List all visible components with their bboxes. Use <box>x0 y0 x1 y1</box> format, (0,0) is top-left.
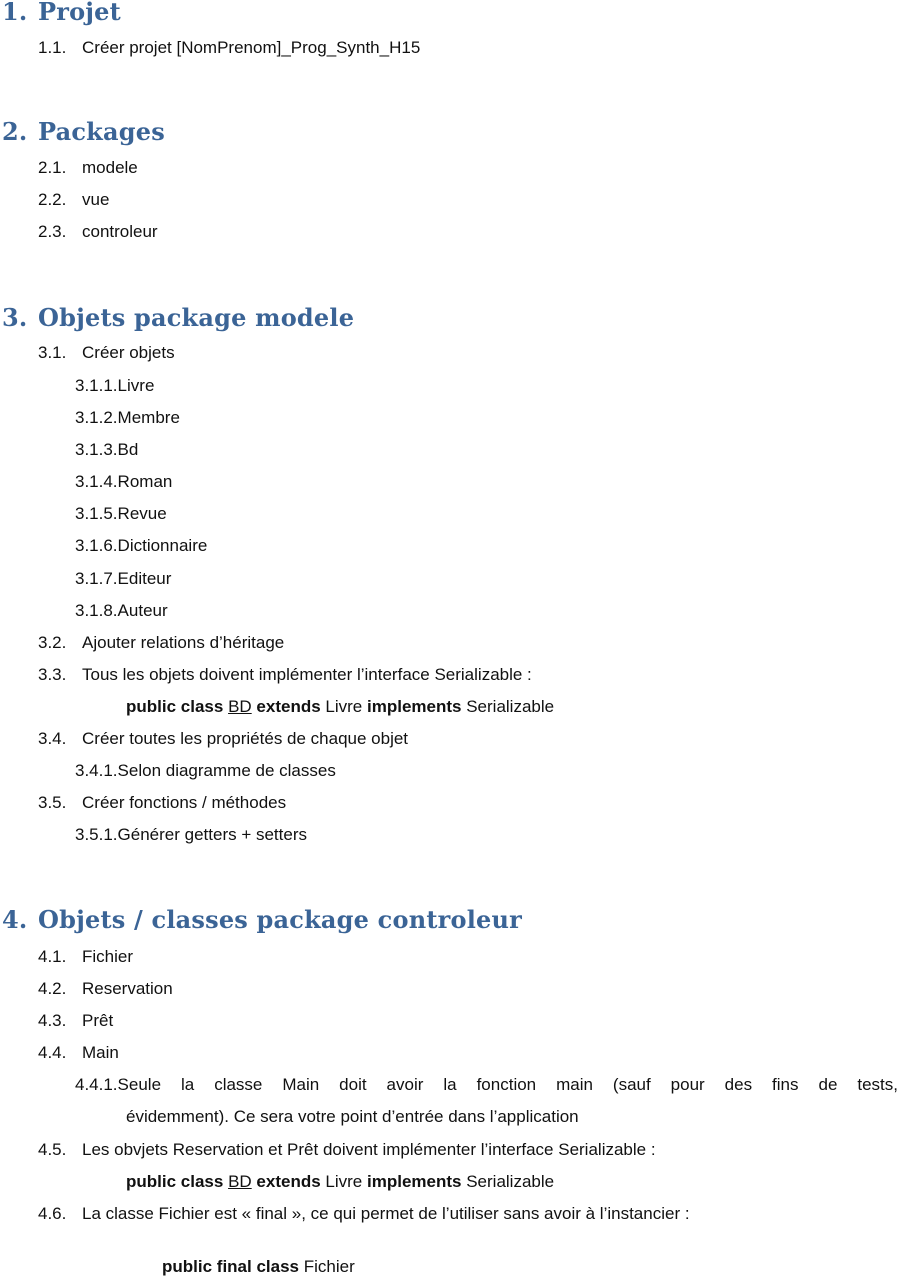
heading-objets-modele <box>2 303 354 332</box>
code-keyword: public final class <box>162 1257 299 1276</box>
item-number: 2.3. <box>38 222 67 241</box>
list-item-3-1-3 <box>75 440 138 460</box>
item-number: 2.2. <box>38 190 67 209</box>
item-text-line2: évidemment). Ce sera votre point d’entrée dans l’application <box>126 1107 579 1126</box>
list-item-4-4 <box>38 1043 119 1063</box>
item-number: 3.3. <box>38 665 67 684</box>
code-example-final-class <box>162 1257 355 1277</box>
list-item-1-1 <box>38 38 420 58</box>
list-item-3-3 <box>38 665 532 685</box>
list-item-2-2 <box>38 190 109 210</box>
list-item-3-1-1 <box>75 376 154 396</box>
list-item-2-1 <box>38 158 138 178</box>
item-text: Les obvjets Reservation et Prêt doivent implémenter l’interface Serializable : <box>82 1140 656 1159</box>
item-number: 4.1. <box>38 947 67 966</box>
list-item-4-2 <box>38 979 173 999</box>
item-number: 3.1.4. <box>75 472 118 491</box>
code-class-name: BD <box>228 1172 252 1191</box>
item-text: Roman <box>117 472 173 491</box>
item-text: Membre <box>117 408 180 427</box>
item-number: 3.5. <box>38 793 67 812</box>
list-item-3-1-2 <box>75 408 180 428</box>
item-text: La classe Fichier est « final », ce qui permet de l’utiliser sans avoir à l’instancier : <box>82 1204 690 1223</box>
item-number: 4.5. <box>38 1140 67 1159</box>
list-item-3-5-1 <box>75 825 307 845</box>
code-interface: Serializable <box>466 697 555 716</box>
list-item-3-1-4 <box>75 472 172 492</box>
list-item-3-5 <box>38 793 286 813</box>
code-keyword: extends <box>256 1172 321 1191</box>
list-item-3-1-5 <box>75 504 167 524</box>
item-number: 1.1. <box>38 38 67 57</box>
code-keyword: extends <box>256 697 321 716</box>
list-item-4-5 <box>38 1140 656 1160</box>
item-text: Reservation <box>82 979 173 998</box>
code-example-serializable-2 <box>126 1172 554 1192</box>
item-number: 3.1.7. <box>75 569 118 588</box>
item-text: Dictionnaire <box>117 536 208 555</box>
item-number: 3.5.1. <box>75 825 118 844</box>
item-text: controleur <box>82 222 158 241</box>
code-interface: Serializable <box>466 1172 555 1191</box>
list-item-3-1 <box>38 343 175 363</box>
heading-packages <box>2 117 165 146</box>
code-keyword: public class <box>126 697 224 716</box>
item-number: 3.4. <box>38 729 67 748</box>
item-number: 3.4.1. <box>75 761 118 780</box>
item-text: Tous les objets doivent implémenter l’interface Serializable : <box>82 665 532 684</box>
list-item-3-4 <box>38 729 408 749</box>
item-number: 2.1. <box>38 158 67 177</box>
heading-number: 1. <box>2 0 28 26</box>
item-number: 3.1. <box>38 343 67 362</box>
item-number: 4.3. <box>38 1011 67 1030</box>
item-number: 3.1.1. <box>75 376 118 395</box>
item-text: Créer objets <box>82 343 175 362</box>
item-number: 4.4.1. <box>75 1075 118 1094</box>
item-text: Auteur <box>117 601 168 620</box>
item-text: Prêt <box>82 1011 114 1030</box>
code-keyword: implements <box>367 697 462 716</box>
code-class-name: BD <box>228 697 252 716</box>
code-keyword: implements <box>367 1172 462 1191</box>
code-keyword: public class <box>126 1172 224 1191</box>
list-item-4-4-1 <box>75 1075 898 1095</box>
item-text: Main <box>82 1043 119 1062</box>
list-item-3-1-8 <box>75 601 168 621</box>
item-number: 3.1.5. <box>75 504 118 523</box>
item-text: Générer getters + setters <box>117 825 307 844</box>
heading-title: Packages <box>38 117 165 146</box>
item-text: modele <box>82 158 138 177</box>
item-text: Fichier <box>82 947 134 966</box>
item-text: Créer toutes les propriétés de chaque objet <box>82 729 409 748</box>
list-item-4-1 <box>38 947 133 967</box>
item-number: 3.1.2. <box>75 408 118 427</box>
list-item-4-6 <box>38 1204 690 1224</box>
item-number: 3.1.3. <box>75 440 118 459</box>
item-text: Créer fonctions / méthodes <box>82 793 287 812</box>
list-item-4-4-1-continuation <box>126 1107 579 1127</box>
list-item-3-4-1 <box>75 761 336 781</box>
item-number: 4.4. <box>38 1043 67 1062</box>
item-text: Ajouter relations d’héritage <box>82 633 285 652</box>
heading-title: Projet <box>38 0 121 26</box>
list-item-4-3 <box>38 1011 113 1031</box>
item-text: Revue <box>117 504 167 523</box>
heading-number: 3. <box>2 303 28 332</box>
heading-objets-controleur <box>2 905 522 934</box>
item-text: Créer projet [NomPrenom]_Prog_Synth_H15 <box>82 38 421 57</box>
item-text: vue <box>82 190 110 209</box>
code-class-name: Fichier <box>303 1257 355 1276</box>
item-text: Editeur <box>117 569 172 588</box>
heading-projet <box>2 0 121 26</box>
item-text: Bd <box>117 440 139 459</box>
item-number: 3.2. <box>38 633 67 652</box>
code-parent-class: Livre <box>325 697 363 716</box>
code-parent-class: Livre <box>325 1172 363 1191</box>
list-item-3-1-6 <box>75 536 207 556</box>
item-number: 4.6. <box>38 1204 67 1223</box>
heading-title: Objets / classes package controleur <box>38 905 522 934</box>
item-text: Selon diagramme de classes <box>117 761 336 780</box>
list-item-3-1-7 <box>75 569 171 589</box>
heading-number: 4. <box>2 905 28 934</box>
list-item-2-3 <box>38 222 158 242</box>
item-number: 4.2. <box>38 979 67 998</box>
heading-number: 2. <box>2 117 28 146</box>
item-number: 3.1.6. <box>75 536 118 555</box>
code-example-serializable <box>126 697 554 717</box>
item-number: 3.1.8. <box>75 601 118 620</box>
item-text-line1: Seule la classe Main doit avoir la fonction main (sauf pour des fins de tests, <box>117 1075 898 1094</box>
list-item-3-2 <box>38 633 284 653</box>
item-text: Livre <box>117 376 155 395</box>
heading-title: Objets package modele <box>38 303 355 332</box>
